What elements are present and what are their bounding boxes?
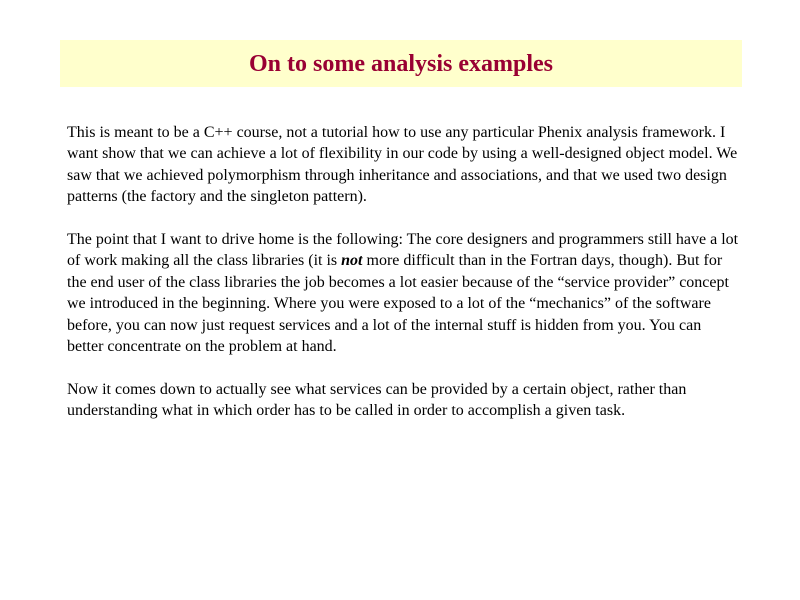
slide-body [67, 122, 739, 422]
paragraph-point-text-before: The point that I want to drive home is the following: The core designers and programmers still have a lot of work making all the class libraries (it is [67, 231, 739, 270]
title-banner [60, 40, 742, 87]
paragraph-intro: This is meant to be a C++ course, not a tutorial how to use any particular Phenix analysis framework. I want show that we can achieve a lot of flexibility in our code by using a well-designed object model. We saw that we achieved polymorphism through inheritance and associations, and that we used two design patterns (the factory and the singleton pattern). [67, 124, 738, 206]
paragraph-conclusion: Now it comes down to actually see what services can be provided by a certain object, rather than understanding what in which order has to be called in order to accomplish a given task. [67, 380, 687, 420]
slide-title: On to some analysis examples [248, 50, 553, 77]
emphasis-not: not [341, 252, 363, 270]
paragraph-point-text-after: more difficult than in the Fortran days, though). But for the end user of the class libraries the job becomes a lot easier because of the “service provider” concept we introduced in the beginning. Where you were exposed to a lot of the “mechanics” of the software before, you can now just request services and a lot of the internal stuff is hidden from you. You can better concentrate on the problem at hand. [67, 252, 729, 356]
paragraph-point [67, 229, 739, 357]
